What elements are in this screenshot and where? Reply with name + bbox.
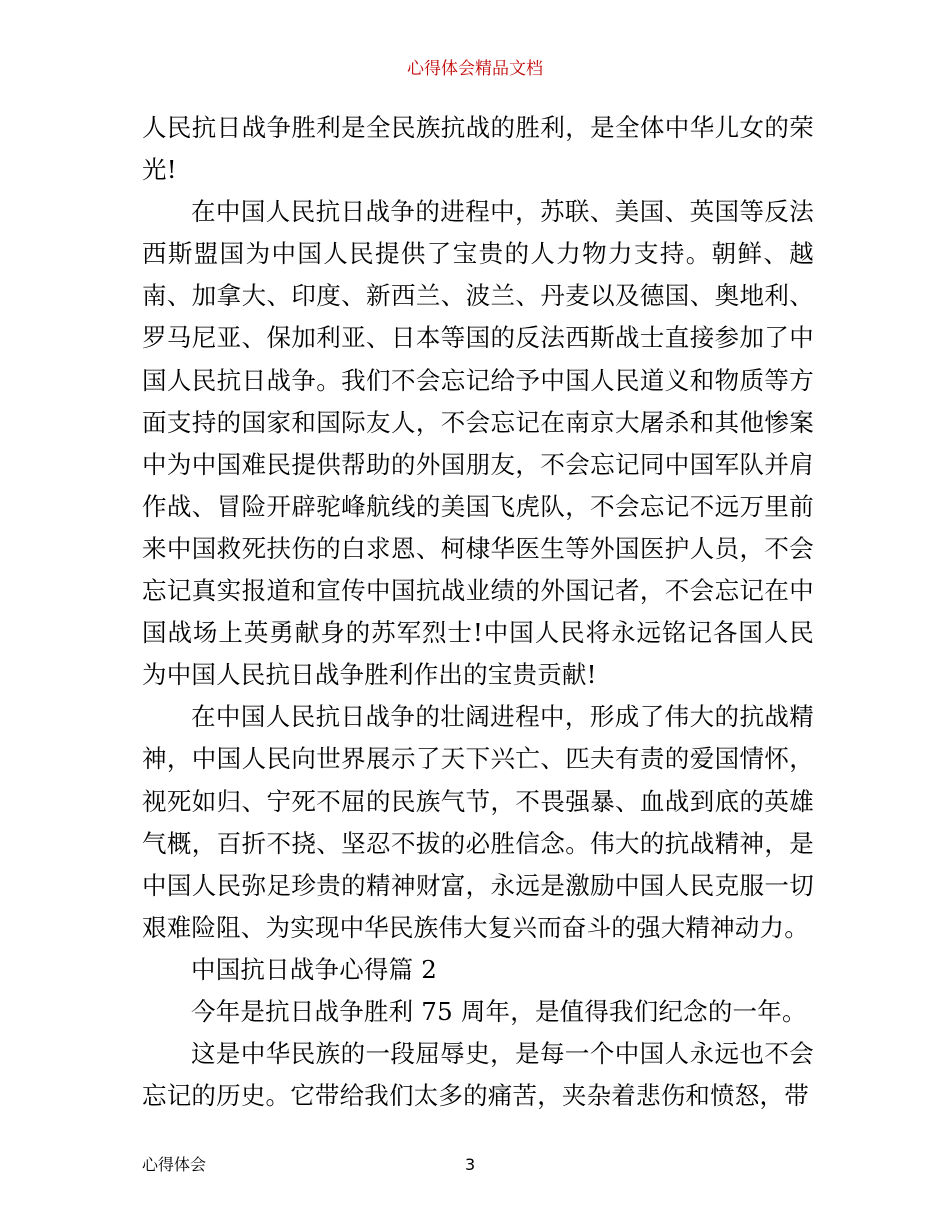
paragraph-anniversary: 今年是抗日战争胜利 75 周年，是值得我们纪念的一年。 [191, 996, 807, 1026]
page-header-title: 心得体会精品文档 [407, 59, 543, 79]
paragraph-war-spirit: 在中国人民抗日战争的壮阔进程中，形成了伟大的抗战精神，中国人民向世界展示了天下兴亡、匹夫有责的爱国情怀，视死如归、宁死不屈的民族气节，不畏强暴、血战到底的英雄气概，百折不挠、坚忍不拔的必胜信念。伟大的抗战精神，是中国人民弥足珍贵的精神财富，永远是激励中国人民克服一切艰难险阻、为实现中华民族伟大复兴而奋斗的强大精神动力。 [142, 702, 814, 942]
document-body [142, 107, 814, 1117]
paragraph-international-support: 在中国人民抗日战争的进程中，苏联、美国、英国等反法西斯盟国为中国人民提供了宝贵的人力物力支持。朝鲜、越南、加拿大、印度、新西兰、波兰、丹麦以及德国、奥地利、罗马尼亚、保加利亚、日本等国的反法西斯战士直接参加了中国人民抗日战争。我们不会忘记给予中国人民道义和物质等方面支持的国家和国际友人，不会忘记在南京大屠杀和其他惨案中为中国难民提供帮助的外国朋友，不会忘记同中国军队并肩作战、冒险开辟驼峰航线的美国飞虎队，不会忘记不远万里前来中国救死扶伤的白求恩、柯棣华医生等外国医护人员，不会忘记真实报道和宣传中国抗战业绩的外国记者，不会忘记在中国战场上英勇献身的苏军烈士!中国人民将永远铭记各国人民为中国人民抗日战争胜利作出的宝贵贡献! [142, 197, 814, 690]
page-number: 3 [465, 1155, 476, 1174]
paragraph-history: 这是中华民族的一段屈辱史，是每一个中国人永远也不会忘记的历史。它带给我们太多的痛苦，夹杂着悲伤和愤怒，带 [142, 1039, 814, 1111]
page-footer-label: 心得体会 [142, 1155, 207, 1174]
section-heading: 中国抗日战争心得篇 2 [191, 954, 438, 984]
paragraph-continuation: 人民抗日战争胜利是全民族抗战的胜利，是全体中华儿女的荣光! [142, 113, 814, 185]
